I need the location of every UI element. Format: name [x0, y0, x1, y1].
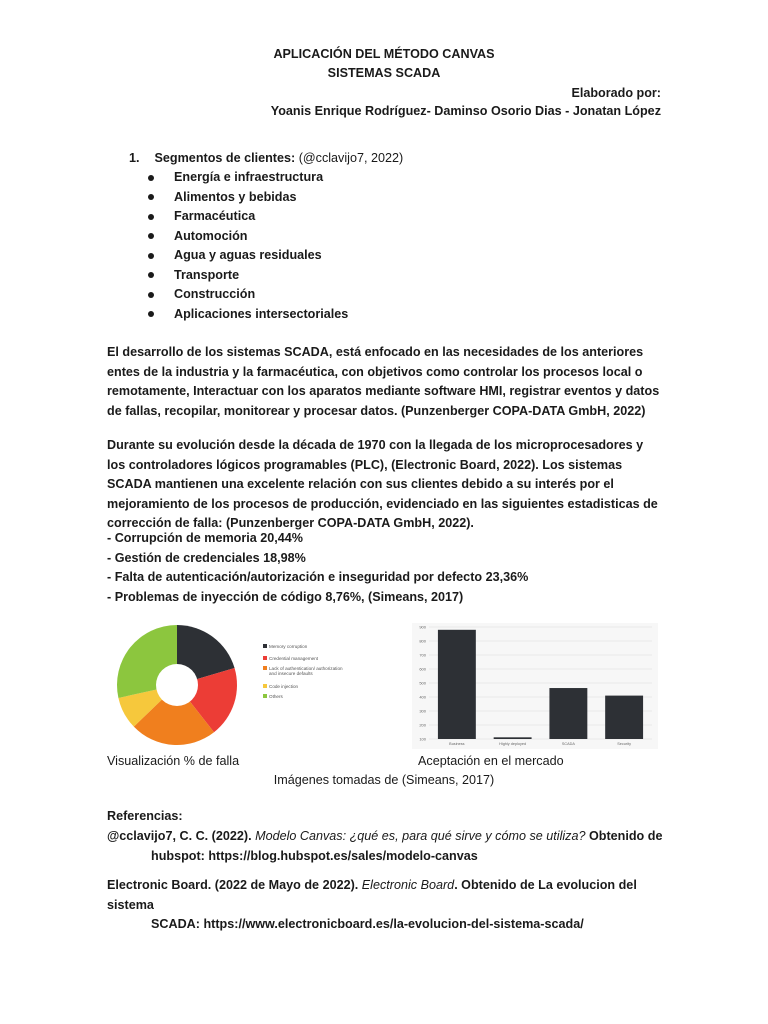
legend-item-auth: Lack of authentication/ authorization and insecure defaults [263, 666, 347, 676]
stat-line: - Problemas de inyección de código 8,76%, (Simeans, 2017) [107, 589, 464, 604]
bullet-icon [148, 311, 154, 317]
y-tick-label: 200 [419, 722, 426, 728]
bullet-icon [148, 194, 154, 200]
section-citation: (@cclavijo7, 2022) [298, 151, 404, 165]
list-item: Alimentos y bebidas [148, 188, 348, 208]
document-subtitle-text: SISTEMAS SCADA [327, 66, 441, 80]
x-tick-label: Highly deployed [499, 742, 527, 746]
caption-donut: Visualización % de falla [107, 754, 240, 768]
caption-bar: Aceptación en el mercado [418, 754, 564, 768]
y-tick-label: 300 [419, 708, 426, 714]
legend-item-credential: Credential management [263, 656, 347, 661]
list-item: Automoción [148, 227, 348, 247]
bullet-icon [148, 253, 154, 259]
prepared-by-label: Elaborado por: [571, 86, 661, 100]
y-tick-label: 900 [419, 624, 426, 630]
donut-hole [156, 664, 198, 706]
stat-line: - Gestión de credenciales 18,98% [107, 550, 306, 565]
legend-item-memory: Memory corruption [263, 644, 347, 649]
list-item: Transporte [148, 266, 348, 286]
bar-business [438, 630, 476, 739]
y-tick-label: 400 [419, 694, 426, 700]
market-acceptance-bar-chart [412, 623, 658, 749]
stat-line: - Corrupción de memoria 20,44% [107, 531, 303, 545]
y-tick-label: 800 [419, 638, 426, 644]
reference-url-line: hubspot: https://blog.hubspot.es/sales/modelo-canvas [151, 848, 478, 863]
list-item: Construcción [148, 285, 348, 305]
legend-swatch [263, 694, 267, 698]
list-item: Energía e infraestructura [148, 168, 348, 188]
list-item: Aplicaciones intersectoriales [148, 305, 348, 325]
x-tick-label: Security [617, 742, 631, 746]
reference-title: Electronic Board [361, 878, 455, 892]
failure-donut-chart [108, 618, 248, 758]
stat-line: - Falta de autenticación/autorización e inseguridad por defecto 23,36% [107, 570, 529, 584]
bullet-icon [148, 233, 154, 239]
bullet-icon [148, 175, 154, 181]
authors-line: Yoanis Enrique Rodríguez- Daminso Osorio Dias - Jonatan López [270, 104, 661, 118]
donut-legend [263, 644, 353, 704]
customer-segments-list [148, 168, 348, 324]
legend-item-others: Others [263, 694, 347, 699]
y-tick-label: 100 [419, 736, 426, 742]
x-tick-label: Business [449, 742, 465, 746]
y-tick-label: 700 [419, 652, 426, 658]
bar-scada [549, 688, 587, 739]
failure-stats-list [107, 529, 528, 607]
reference-entry: @cclavijo7, C. C. (2022). Modelo Canvas: ¿qué es, para qué sirve y cómo se utiliza? Obtenido de hubspot: https://blog.hubspot.es/sales/modelo-canvas [107, 827, 667, 866]
references-heading: Referencias: [107, 809, 183, 823]
legend-swatch [263, 666, 267, 670]
bullet-icon [148, 272, 154, 278]
document-title: APLICACIÓN DEL MÉTODO CANVAS [273, 47, 495, 61]
y-tick-label: 600 [419, 666, 426, 672]
y-tick-label: 500 [419, 680, 426, 686]
section-number: 1. [129, 151, 140, 165]
list-item: Farmacéutica [148, 207, 348, 227]
bar-security [605, 696, 643, 739]
section-heading [129, 149, 403, 169]
section-title: Segmentos de clientes: [154, 151, 296, 165]
reference-url-line: SCADA: https://www.electronicboard.es/la-evolucion-del-sistema-scada/ [151, 917, 584, 931]
reference-entry: Electronic Board. (2022 de Mayo de 2022). Electronic Board. Obtenido de La evolucion del sistema SCADA: https://www.electronicboard.es/la-evolucion-del-sistema-scada/ [107, 876, 667, 935]
images-source-caption: Imágenes tomadas de (Simeans, 2017) [273, 773, 495, 787]
bullet-icon [148, 214, 154, 220]
paragraph-scada-evolution: Durante su evolución desde la década de 1970 con la llegada de los microprocesadores y los controladores lógicos programables (PLC), (Electronic Board, 2022). Los sistemas SCADA mantienen una excelente relación con sus clientes debido a su interés por el mejoramiento de los procesos de producción, evidenciado en las siguientes estadisticas de corrección de falla: (Punzenberger COPA-DATA GmbH, 2022). [107, 438, 658, 530]
bar-highly-deployed [494, 737, 532, 739]
legend-swatch [263, 684, 267, 688]
x-tick-label: SCADA [561, 742, 575, 746]
legend-swatch [263, 656, 267, 660]
legend-item-injection: Code injection [263, 684, 347, 689]
document-subtitle [0, 64, 768, 84]
bullet-icon [148, 292, 154, 298]
reference-title: Modelo Canvas: ¿qué es, para qué sirve y cómo se utiliza? [255, 829, 586, 843]
paragraph-scada-development: El desarrollo de los sistemas SCADA, está enfocado en las necesidades de los anteriores entes de la industria y la farmacéutica, con objetivos como controlar los procesos local o remotamente, Interactuar con los aparatos mediante software HMI, registrar eventos y datos de fallas, recopilar, monitorear y procesar datos. (Punzenberger COPA-DATA GmbH, 2022) [107, 345, 660, 418]
legend-swatch [263, 644, 267, 648]
list-item: Agua y aguas residuales [148, 246, 348, 266]
